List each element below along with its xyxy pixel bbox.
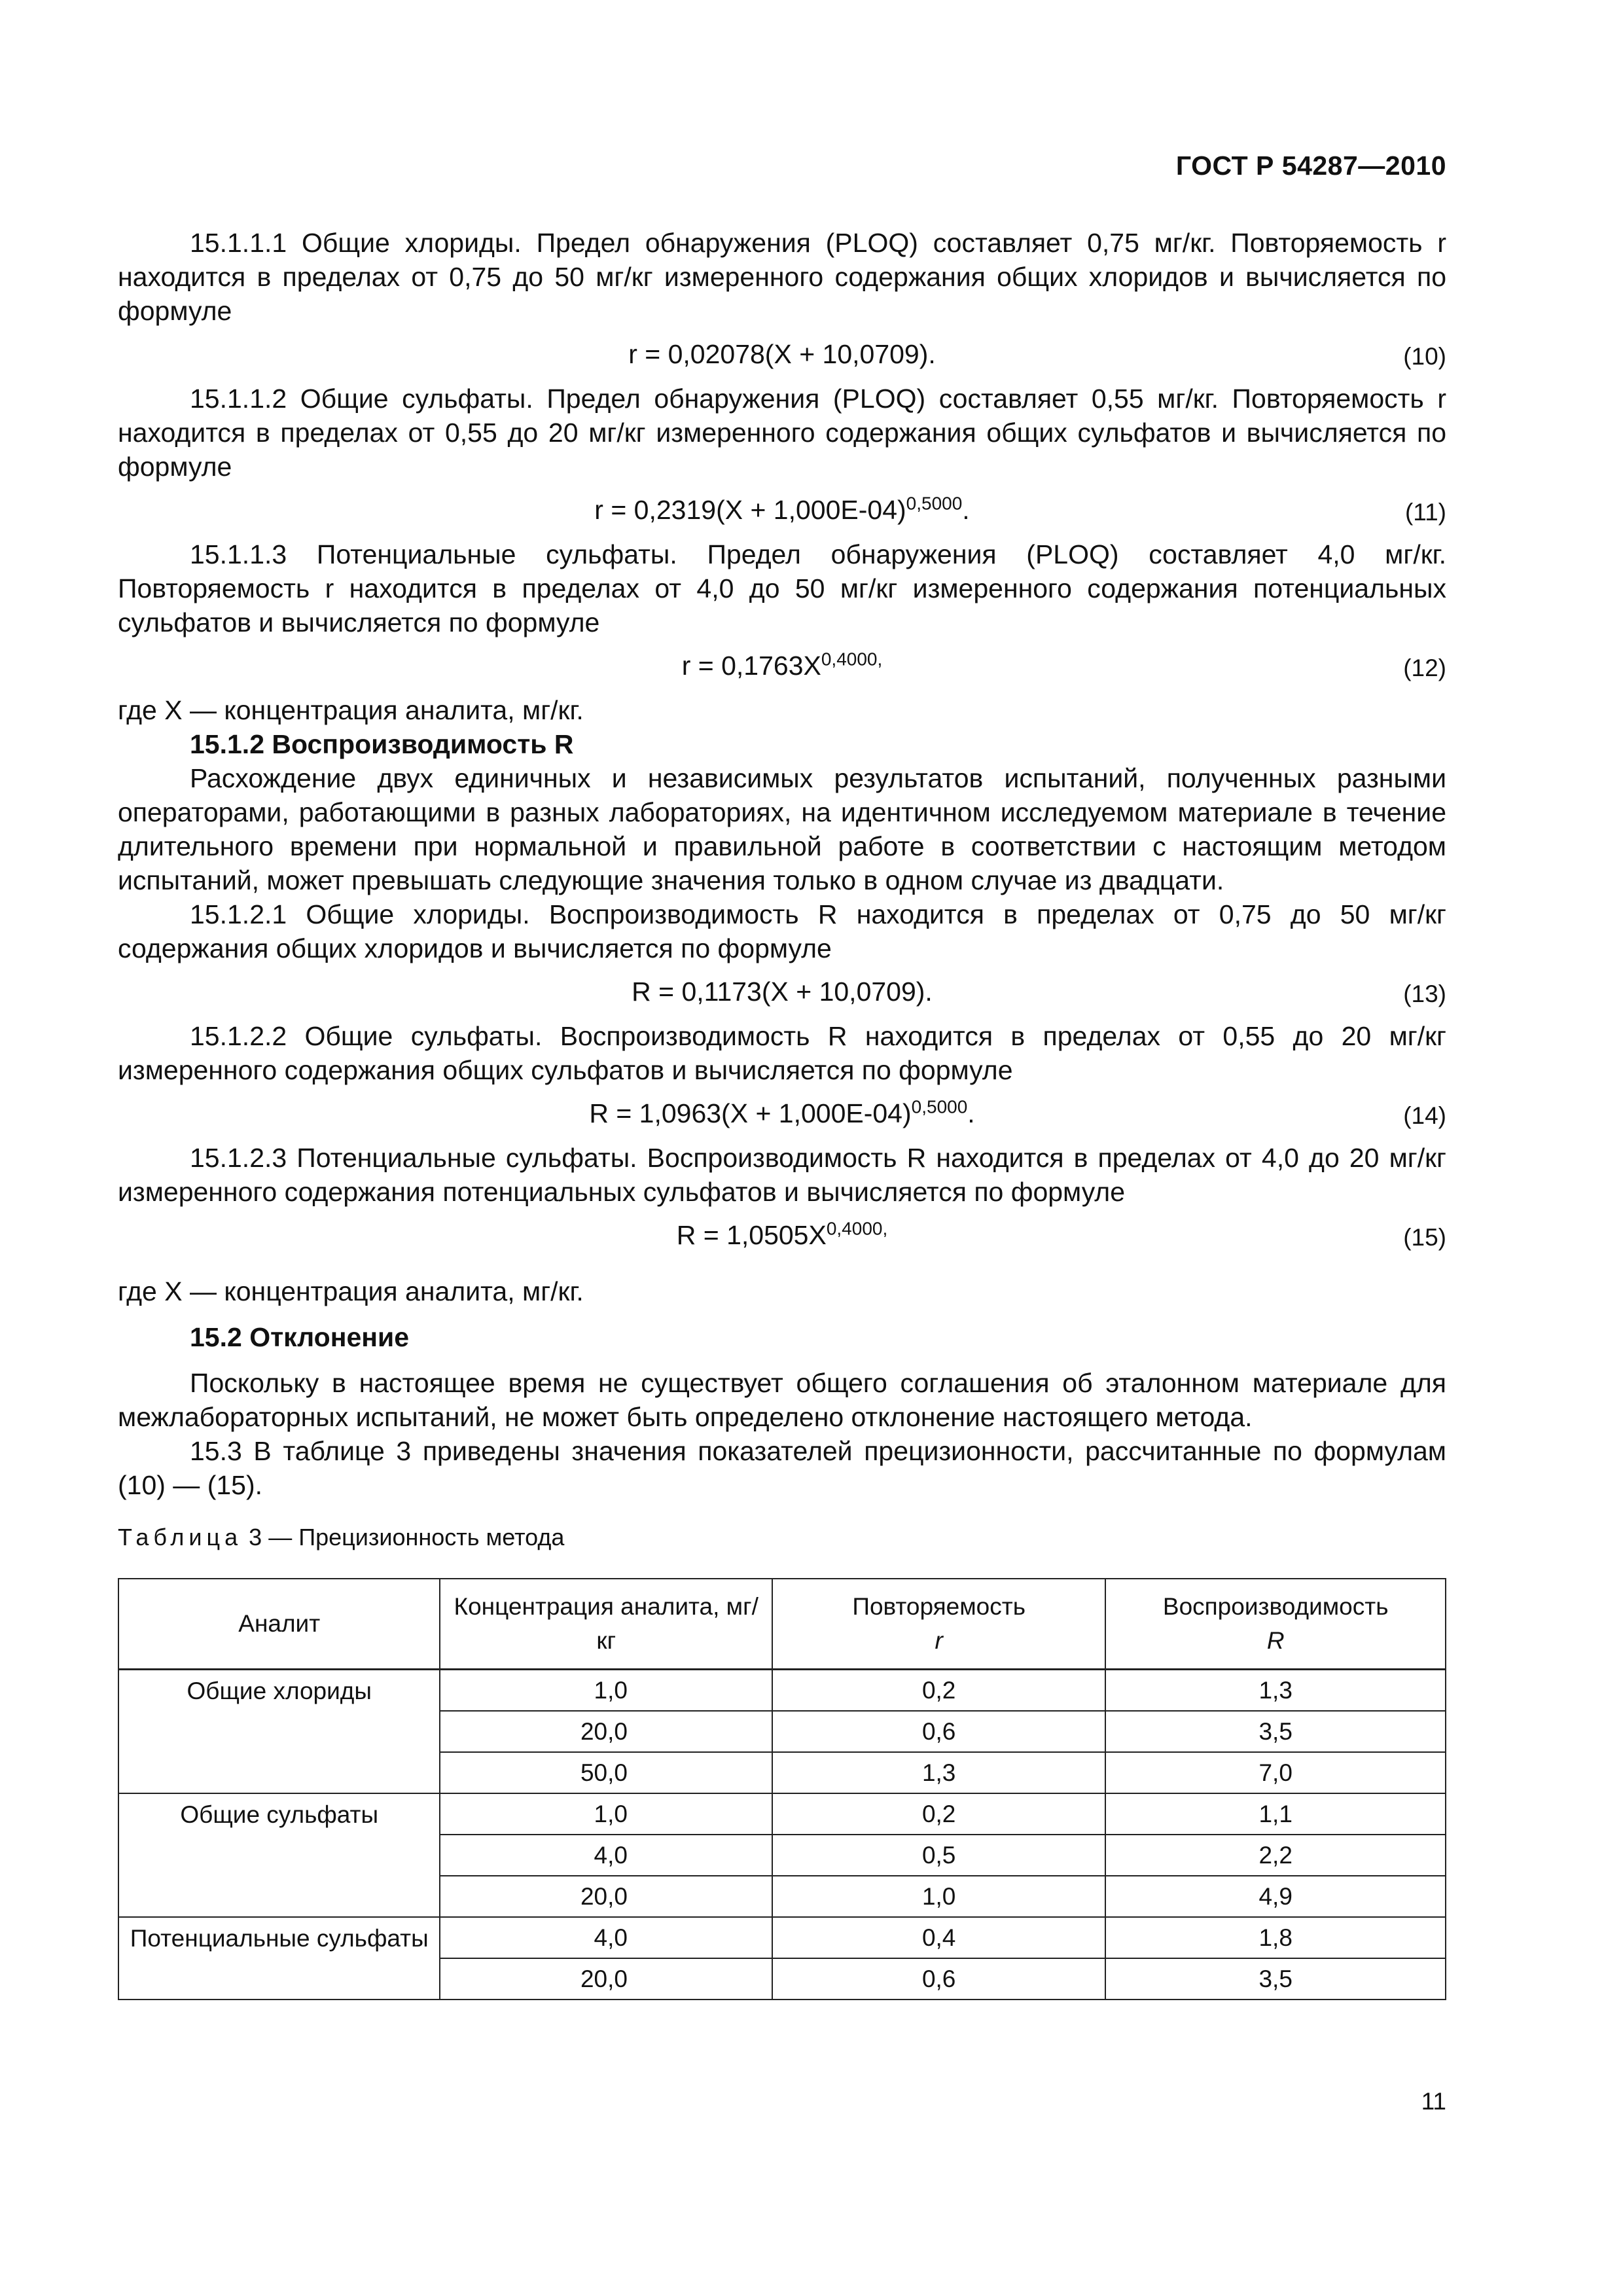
formula-expression: $R = 1,0963(X + 1,000E-04)^{0,5000}$. [589, 1096, 975, 1128]
repeatability-cell: 0,2 [772, 1793, 1105, 1835]
table-caption [118, 1520, 1446, 1554]
table-row [118, 1670, 1446, 1712]
formula-15 [118, 1215, 1446, 1255]
header-repeatability-label: Повторяемость [852, 1593, 1026, 1620]
table-header-row [118, 1579, 1446, 1670]
header-reproducibility [1105, 1579, 1446, 1670]
header-reproducibility-symbol: R [1266, 1627, 1285, 1654]
concentration-cell: 4,0 [440, 1835, 772, 1876]
header-concentration: Концентрация аналита, мг/кг [440, 1579, 772, 1670]
paragraph-15-1-1-2: 15.1.1.2 Общие сульфаты. Предел обнаружения (PLOQ) составляет 0,55 мг/кг. Повторяемость r находится в пределах от 0,55 до 20 мг/кг измеренного содержания общих сульфатов и вычисляется по формуле [118, 384, 1446, 482]
reproducibility-cell: 3,5 [1105, 1711, 1446, 1752]
paragraph-15-1-2-1: 15.1.2.1 Общие хлориды. Воспроизводимость R находится в пределах от 0,75 до 50 мг/кг содержания общих хлоридов и вычисляется по формуле [118, 899, 1446, 963]
document-body [118, 226, 1446, 2000]
reproducibility-cell: 3,5 [1105, 1958, 1446, 2000]
reproducibility-cell: 7,0 [1105, 1752, 1446, 1793]
formula-number: (10) [1403, 343, 1446, 370]
formula-number: (15) [1403, 1224, 1446, 1251]
formula-10 [118, 334, 1446, 374]
concentration-cell: 50,0 [440, 1752, 772, 1793]
formula-number: (12) [1403, 655, 1446, 681]
repeatability-cell: 0,6 [772, 1958, 1105, 2000]
concentration-cell: 20,0 [440, 1876, 772, 1917]
repeatability-cell: 0,6 [772, 1711, 1105, 1752]
paragraph-15-1-2-2: 15.1.2.2 Общие сульфаты. Воспроизводимость R находится в пределах от 0,55 до 20 мг/кг измеренного содержания общих сульфатов и вычисляется по формуле [118, 1021, 1446, 1085]
concentration-cell: 1,0 [440, 1793, 772, 1835]
analyte-cell: Общие хлориды [118, 1670, 440, 1794]
formula-12 [118, 646, 1446, 685]
formula-expression: $R = 1,0505X^{0,4000,}$ [676, 1218, 888, 1250]
analyte-cell: Общие сульфаты [118, 1793, 440, 1917]
page-number: 11 [1421, 2088, 1446, 2115]
where-note: где X — концентрация аналита, мг/кг. [118, 1276, 584, 1306]
formula-expression: $r = 0,1763X^{0,4000,}$ [681, 649, 883, 681]
reproducibility-cell: 4,9 [1105, 1876, 1446, 1917]
concentration-cell: 4,0 [440, 1917, 772, 1958]
repeatability-cell: 1,3 [772, 1752, 1105, 1793]
reproducibility-cell: 2,2 [1105, 1835, 1446, 1876]
paragraph-15-1-1-1: 15.1.1.1 Общие хлориды. Предел обнаружения (PLOQ) составляет 0,75 мг/кг. Повторяемость r находится в пределах от 0,75 до 50 мг/кг измеренного содержания общих хлоридов и вычисляется по формуле [118, 228, 1446, 326]
analyte-cell: Потенциальные сульфаты [118, 1917, 440, 2000]
formula-expression: $r = 0,2319(X + 1,000E-04)^{0,5000}$. [594, 493, 970, 525]
repeatability-cell: 1,0 [772, 1876, 1105, 1917]
header-repeatability [772, 1579, 1105, 1670]
precision-table [118, 1578, 1446, 2000]
concentration-cell: 1,0 [440, 1670, 772, 1712]
formula-number: (13) [1403, 980, 1446, 1007]
table-caption-prefix: Таблица [118, 1524, 243, 1551]
reproducibility-cell: 1,3 [1105, 1670, 1446, 1712]
formula-14 [118, 1094, 1446, 1133]
formula-expression: r = 0,02078(X + 10,0709). [628, 339, 936, 369]
reproducibility-cell: 1,1 [1105, 1793, 1446, 1835]
table-row [118, 1793, 1446, 1835]
formula-expression: R = 0,1173(X + 10,0709). [632, 977, 933, 1007]
repeatability-cell: 0,5 [772, 1835, 1105, 1876]
paragraph-reproducibility: Расхождение двух единичных и независимых результатов испытаний, полученных разными операторами, работающими в разных лабораториях, на идентичном исследуемом материале в течение длительного времени при нормальной и правильной работе в соответствии с настоящим методом испытаний, может превышать следующие значения только в одном случае из двадцати. [118, 763, 1446, 895]
repeatability-cell: 0,2 [772, 1670, 1105, 1712]
formula-11 [118, 490, 1446, 529]
concentration-cell: 20,0 [440, 1711, 772, 1752]
heading-15-2: 15.2 Отклонение [190, 1322, 410, 1352]
concentration-cell: 20,0 [440, 1958, 772, 2000]
paragraph-15-1-2-3: 15.1.2.3 Потенциальные сульфаты. Воспроизводимость R находится в пределах от 4,0 до 20 мг/кг измеренного содержания потенциальных сульфатов и вычисляется по формуле [118, 1143, 1446, 1207]
document-header: ГОСТ Р 54287—2010 [1175, 151, 1446, 181]
header-repeatability-symbol: r [935, 1627, 943, 1654]
formula-number: (14) [1403, 1102, 1446, 1129]
paragraph-deviation: Поскольку в настоящее время не существует общего соглашения об эталонном материале для межлабораторных испытаний, не может быть определено отклонение настоящего метода. [118, 1368, 1446, 1432]
heading-15-1-2: 15.1.2 Воспроизводимость R [190, 729, 574, 759]
formula-13 [118, 972, 1446, 1011]
where-note: где X — концентрация аналита, мг/кг. [118, 695, 584, 725]
formula-number: (11) [1404, 499, 1446, 526]
header-reproducibility-label: Воспроизводимость [1162, 1593, 1389, 1620]
table-caption-title: 3 — Прецизионность метода [249, 1524, 565, 1551]
paragraph-15-3: 15.3 В таблице 3 приведены значения показателей прецизионности, рассчитанные по формулам (10) — (15). [118, 1436, 1446, 1500]
table-row [118, 1917, 1446, 1958]
paragraph-15-1-1-3: 15.1.1.3 Потенциальные сульфаты. Предел обнаружения (PLOQ) составляет 4,0 мг/кг. Повторяемость r находится в пределах от 4,0 до 50 мг/кг измеренного содержания потенциальных сульфатов и вычисляется по формуле [118, 539, 1446, 637]
header-analyte: Аналит [118, 1579, 440, 1670]
repeatability-cell: 0,4 [772, 1917, 1105, 1958]
reproducibility-cell: 1,8 [1105, 1917, 1446, 1958]
